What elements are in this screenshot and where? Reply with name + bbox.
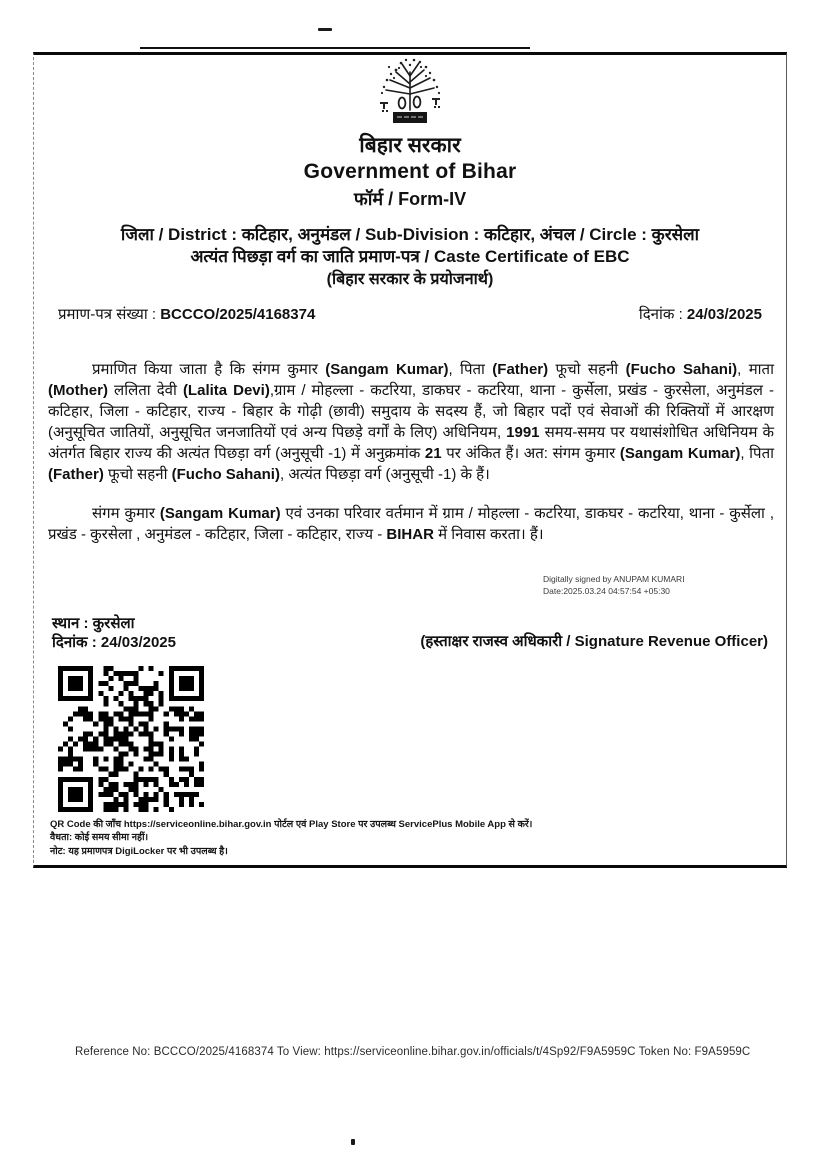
footer-reference-line: Reference No: BCCCO/2025/4168374 To View: https://serviceonline.bihar.gov.in/officials/t/4Sp92/F9A5959C Token No: F9A5959C <box>75 1046 751 1058</box>
certificate-date-label: दिनांक : <box>638 306 687 323</box>
qr-code <box>58 666 204 812</box>
certificate-paragraph-main: प्रमाणित किया जाता है कि संगम कुमार (Sangam Kumar), पिता (Father) फूचो सहनी (Fucho Sahani), माता (Mother) ललिता देवी (Lalita Devi),ग्राम / मोहल्ला - कटरिया, डाकघर - कटरिया, थाना - कुर्सेला, प्रखंड - कुरसेला, अनुमंडल - कटिहार, जिला - कटिहार, राज्य - बिहार के गोढ़ी (छावी) समुदाय के सदस्य हैं, जो बिहार पदों एवं सेवाओं की रिक्तियों में आरक्षण (अनुसूचित जातियों, अनुसूचित जनजातियों एवं अन्य पिछड़े वर्गों के लिए) अधिनियम, 1991 समय-समय पर यथासंशोधित अधिनियम के अंतर्गत बिहार राज्य की अत्यंत पिछड़ा वर्ग (अनुसूची -1) में अनुक्रमांक 21 पर अंकित हैं। अत: संगम कुमार (Sangam Kumar), पिता (Father) फूचो सहनी (Fucho Sahani), अत्यंत पिछड़ा वर्ग (अनुसूची -1) के हैं। <box>48 361 774 483</box>
document-titles <box>34 133 786 210</box>
date-line: दिनांक : 24/03/2025 <box>52 633 176 651</box>
digital-signature-line2: Date:2025.03.24 04:57:54 +05:30 <box>543 586 670 597</box>
certificate-number-label: प्रमाण-पत्र संख्या : <box>58 306 161 323</box>
form-number: फॉर्म / Form-IV <box>353 188 467 209</box>
certificate-type-line: अत्यंत पिछड़ा वर्ग का जाति प्रमाण-पत्र / Caste Certificate of EBC <box>190 247 630 267</box>
scan-artifact-line <box>140 47 530 49</box>
bihar-state-emblem-icon <box>364 58 456 124</box>
certificate-meta-row <box>34 304 786 324</box>
certificate-body <box>33 52 787 868</box>
qr-footnotes <box>50 818 770 858</box>
scan-speck <box>318 28 332 31</box>
place-line: स्थान : कुरसेला <box>52 615 135 632</box>
certificate-date <box>639 304 762 324</box>
district-subdivision-circle-line: जिला / District : कटिहार, अनुमंडल / Sub-Division : कटिहार, अंचल / Circle : कुरसेला <box>120 225 700 244</box>
purpose-line: (बिहार सरकार के प्रयोजनार्थ) <box>326 270 494 288</box>
certificate-paragraph-residence: संगम कुमार (Sangam Kumar) एवं उनका परिवार वर्तमान में ग्राम / मोहल्ला - कटरिया, डाकघर - कटरिया, थाना - कुर्सेला , प्रखंड - कुरसेला , अनुमंडल - कटिहार, जिला - कटिहार, राज्य - BIHAR में निवास करता। हैं। <box>48 505 774 543</box>
certificate-date-value: 24/03/2025 <box>686 306 762 323</box>
digilocker-note: नोट: यह प्रमाणपत्र DigiLocker पर भी उपलब्ध है। <box>50 845 228 857</box>
scan-speck <box>351 1139 355 1145</box>
gov-title-english: Government of Bihar <box>303 160 517 184</box>
revenue-officer-signature-label: (हस्ताक्षर राजस्व अधिकारी / Signature Revenue Officer) <box>420 633 768 650</box>
certificate-number-value: BCCCO/2025/4168374 <box>160 306 316 323</box>
digital-signature-stamp <box>543 573 758 598</box>
qr-verification-note: QR Code की जाँच https://serviceonline.bihar.gov.in पोर्टल एवं Play Store पर उपलब्ध ServicePlus Mobile App से करें। <box>50 819 533 830</box>
certificate-header <box>34 224 786 290</box>
certificate-number <box>58 304 315 324</box>
digital-signature-line1: Digitally signed by ANUPAM KUMARI <box>543 574 685 584</box>
gov-title-hindi: बिहार सरकार <box>359 134 461 157</box>
place-date-block <box>52 615 176 653</box>
validity-note: वैधता: कोई समय सीमा नहीं। <box>50 832 149 844</box>
